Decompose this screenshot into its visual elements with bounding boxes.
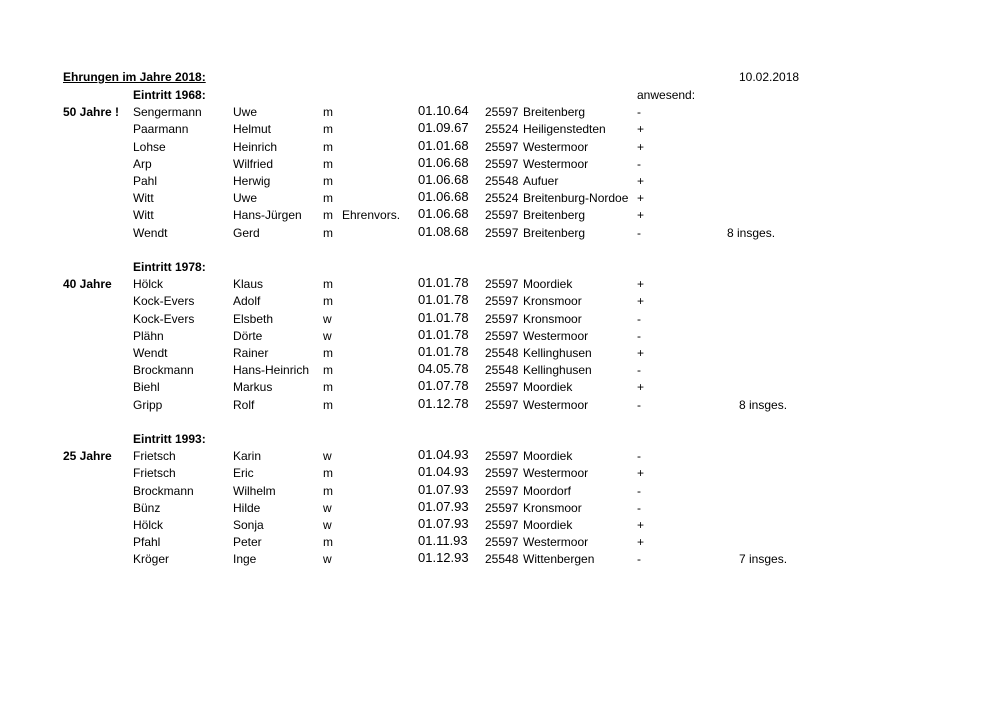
first-name: Hans-Heinrich: [233, 363, 310, 378]
postal-code: 25548: [485, 363, 519, 378]
gender: m: [323, 225, 333, 240]
table-row: [0, 518, 1000, 535]
gender: m: [323, 466, 333, 481]
entry-year-label: Eintritt 1968:: [133, 88, 206, 102]
first-name: Rolf: [233, 397, 255, 412]
anniversary-label: 25 Jahre: [63, 449, 112, 464]
city: Westermoor: [523, 139, 589, 154]
city: Moordiek: [523, 277, 573, 292]
attendance-mark: +: [637, 294, 645, 309]
gender: m: [323, 191, 333, 206]
attendance-mark: +: [637, 277, 645, 292]
entry-date: 01.07.93: [418, 498, 469, 514]
gender: m: [323, 363, 333, 378]
attendance-mark: -: [637, 105, 641, 120]
postal-code: 25548: [485, 174, 519, 188]
first-name: Wilfried: [233, 156, 274, 171]
postal-code: 25597: [485, 500, 519, 515]
gender: m: [323, 483, 333, 498]
attendance-mark: +: [637, 518, 645, 532]
city: Breitenberg: [523, 208, 586, 223]
attendance-mark: +: [637, 466, 645, 481]
postal-code: 25597: [485, 397, 519, 412]
postal-code: 25597: [485, 105, 519, 120]
first-name: Markus: [233, 380, 273, 395]
entry-date: 01.01.78: [418, 275, 469, 291]
entry-date: 01.04.93: [418, 447, 469, 463]
attendance-mark: -: [637, 328, 641, 343]
attendance-mark: -: [637, 552, 641, 567]
postal-code: 25597: [485, 156, 519, 171]
last-name: Paarmann: [133, 122, 189, 137]
postal-code: 25524: [485, 122, 519, 137]
first-name: Helmut: [233, 122, 272, 137]
last-name: Arp: [133, 156, 152, 171]
table-row: [0, 309, 1000, 329]
first-name: Sonja: [233, 518, 264, 532]
gender: w: [323, 552, 332, 567]
last-name: Wendt: [133, 225, 168, 240]
first-name: Heinrich: [233, 139, 278, 154]
entry-date: 01.07.93: [418, 481, 469, 497]
city: Kronsmoor: [523, 294, 582, 309]
entry-date: 01.11.93: [418, 533, 468, 549]
first-name: Uwe: [233, 191, 258, 206]
last-name: Lohse: [133, 139, 166, 154]
last-name: Kock-Evers: [133, 294, 195, 309]
anniversary-label: 50 Jahre !: [63, 105, 120, 120]
city: Breitenberg: [523, 225, 586, 240]
gender: m: [323, 380, 333, 395]
entry-date: 01.07.93: [418, 516, 469, 531]
city: Kellinghusen: [523, 363, 592, 378]
postal-code: 25597: [485, 535, 519, 550]
last-name: Pahl: [133, 174, 158, 188]
postal-code: 25597: [485, 483, 519, 498]
city: Moordiek: [523, 449, 573, 464]
table-row: [0, 326, 1000, 346]
attendance-mark: -: [637, 449, 641, 464]
table-row: [0, 223, 1000, 243]
city: Breitenburg-Nordoe: [523, 191, 629, 206]
table-row: [0, 449, 1000, 466]
last-name: Witt: [133, 208, 154, 223]
first-name: Karin: [233, 449, 262, 464]
postal-code: 25597: [485, 328, 519, 343]
city: Wittenbergen: [523, 552, 595, 567]
first-name: Inge: [233, 552, 257, 567]
table-row: [0, 208, 1000, 225]
last-name: Hölck: [133, 518, 164, 532]
attendance-mark: +: [637, 346, 645, 360]
last-name: Pfahl: [133, 535, 161, 550]
entry-date: 01.04.93: [418, 464, 469, 480]
city: Westermoor: [523, 328, 589, 343]
table-row: [0, 466, 1000, 483]
attendance-mark: +: [637, 174, 645, 188]
attendance-mark: +: [637, 380, 645, 395]
postal-code: 25524: [485, 191, 519, 206]
city: Kellinghusen: [523, 346, 592, 360]
note: Ehrenvors.: [342, 208, 401, 223]
table-row: [0, 380, 1000, 397]
entry-date: 01.07.78: [418, 378, 469, 394]
entry-date: 01.01.78: [418, 326, 469, 342]
first-name: Uwe: [233, 105, 258, 120]
first-name: Hans-Jürgen: [233, 208, 302, 223]
entry-date: 01.08.68: [418, 223, 469, 239]
city: Breitenberg: [523, 105, 586, 120]
gender: m: [323, 397, 333, 412]
attendance-mark: -: [637, 500, 641, 515]
city: Moordorf: [523, 483, 572, 498]
group-total: 7 insges.: [739, 552, 788, 567]
last-name: Brockmann: [133, 483, 194, 498]
entry-date: 01.06.68: [418, 206, 469, 222]
table-row: [0, 154, 1000, 174]
entry-date: 01.01.78: [418, 292, 469, 308]
entry-date: 01.10.64: [418, 103, 469, 119]
first-name: Hilde: [233, 500, 261, 515]
attendance-mark: -: [637, 483, 641, 498]
last-name: Witt: [133, 191, 154, 206]
attendance-mark: -: [637, 363, 641, 378]
first-name: Herwig: [233, 174, 271, 188]
last-name: Hölck: [133, 277, 164, 292]
attendance-mark: +: [637, 122, 645, 137]
last-name: Brockmann: [133, 363, 194, 378]
attendance-mark: -: [637, 397, 641, 412]
last-name: Bünz: [133, 500, 161, 515]
attendance-mark: +: [637, 535, 645, 550]
gender: w: [323, 518, 332, 532]
first-name: Wilhelm: [233, 483, 276, 498]
group-total: 8 insges.: [739, 397, 788, 412]
attendance-mark: -: [637, 225, 641, 240]
city: Moordiek: [523, 380, 573, 395]
last-name: Plähn: [133, 328, 164, 343]
gender: m: [323, 139, 333, 154]
entry-year-label: Eintritt 1993:: [133, 432, 206, 446]
table-row: [0, 552, 1000, 569]
gender: w: [323, 311, 332, 326]
city: Kronsmoor: [523, 311, 582, 326]
gender: m: [323, 277, 333, 292]
postal-code: 25597: [485, 208, 519, 223]
first-name: Rainer: [233, 346, 269, 360]
attendance-mark: +: [637, 208, 645, 223]
table-row: [0, 294, 1000, 311]
postal-code: 25597: [485, 466, 519, 481]
table-row: [0, 498, 1000, 518]
last-name: Sengermann: [133, 105, 202, 120]
city: Aufuer: [523, 174, 559, 188]
entry-date: 01.06.68: [418, 154, 469, 170]
attendance-mark: +: [637, 139, 645, 154]
gender: m: [323, 535, 333, 550]
last-name: Biehl: [133, 380, 160, 395]
postal-code: 25548: [485, 552, 519, 567]
entry-date: 01.01.68: [418, 137, 469, 153]
table-row: [0, 122, 1000, 139]
last-name: Kock-Evers: [133, 311, 195, 326]
entry-date: 01.09.67: [418, 120, 469, 136]
gender: w: [323, 500, 332, 515]
city: Westermoor: [523, 466, 589, 481]
city: Kronsmoor: [523, 500, 582, 515]
postal-code: 25597: [485, 518, 519, 532]
table-row: [0, 105, 1000, 122]
attendance-mark: -: [637, 311, 641, 326]
anniversary-label: 40 Jahre: [63, 277, 112, 292]
city: Westermoor: [523, 397, 589, 412]
entry-year-label: Eintritt 1978:: [133, 260, 206, 274]
postal-code: 25597: [485, 277, 519, 292]
table-row: [0, 363, 1000, 380]
gender: w: [323, 449, 332, 464]
gender: m: [323, 105, 333, 120]
entry-date: 01.06.68: [418, 189, 469, 205]
city: Heiligenstedten: [523, 122, 606, 137]
first-name: Klaus: [233, 277, 264, 292]
gender: m: [323, 208, 333, 223]
postal-code: 25597: [485, 294, 519, 309]
gender: m: [323, 174, 333, 188]
gender: m: [323, 122, 333, 137]
attendance-mark: -: [637, 156, 641, 171]
first-name: Peter: [233, 535, 262, 550]
first-name: Adolf: [233, 294, 261, 309]
attendance-label: anwesend:: [637, 88, 696, 102]
first-name: Elsbeth: [233, 311, 274, 326]
last-name: Wendt: [133, 346, 168, 360]
city: Westermoor: [523, 535, 589, 550]
last-name: Frietsch: [133, 466, 176, 481]
postal-code: 25548: [485, 346, 519, 360]
last-name: Kröger: [133, 552, 170, 567]
table-row: [0, 191, 1000, 208]
table-row: [0, 137, 1000, 157]
document-title: Ehrungen im Jahre 2018:: [63, 70, 206, 84]
first-name: Gerd: [233, 225, 260, 240]
entry-date: 01.01.78: [418, 309, 469, 325]
last-name: Gripp: [133, 397, 163, 412]
postal-code: 25597: [485, 380, 519, 395]
group-total: 8 insges.: [727, 225, 776, 240]
gender: m: [323, 294, 333, 309]
gender: w: [323, 328, 332, 343]
entry-date: 04.05.78: [418, 361, 469, 377]
table-row: [0, 481, 1000, 501]
entry-date: 01.06.68: [418, 172, 469, 187]
first-name: Dörte: [233, 328, 263, 343]
attendance-mark: +: [637, 191, 645, 206]
first-name: Eric: [233, 466, 254, 481]
postal-code: 25597: [485, 311, 519, 326]
postal-code: 25597: [485, 139, 519, 154]
table-row: [0, 174, 1000, 191]
entry-date: 01.12.93: [418, 550, 469, 566]
postal-code: 25597: [485, 449, 519, 464]
table-row: [0, 535, 1000, 552]
postal-code: 25597: [485, 225, 519, 240]
gender: m: [323, 156, 333, 171]
entry-date: 01.12.78: [418, 395, 469, 411]
table-row: [0, 277, 1000, 294]
entry-date: 01.01.78: [418, 344, 469, 359]
city: Westermoor: [523, 156, 589, 171]
document-date: 10.02.2018: [739, 70, 800, 84]
table-row: [0, 346, 1000, 363]
table-row: [0, 395, 1000, 415]
last-name: Frietsch: [133, 449, 176, 464]
city: Moordiek: [523, 518, 573, 532]
gender: m: [323, 346, 333, 360]
